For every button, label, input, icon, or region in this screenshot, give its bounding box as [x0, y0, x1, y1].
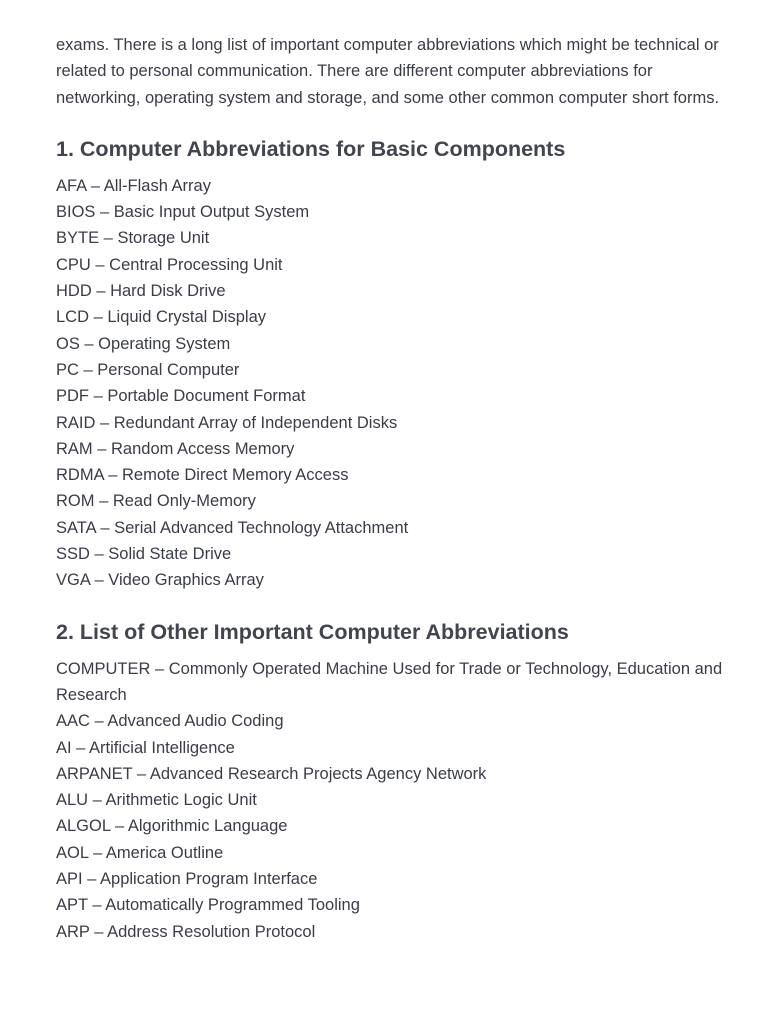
- section-basic-components: [56, 134, 726, 594]
- section-heading: 1. Computer Abbreviations for Basic Components: [56, 136, 566, 161]
- list-item: AI – Artificial Intelligence: [56, 738, 235, 757]
- list-item: AOL – America Outline: [56, 843, 224, 862]
- list-item: ALGOL – Algorithmic Language: [56, 817, 288, 836]
- list-item: AFA – All-Flash Array: [56, 176, 211, 195]
- list-item: BIOS – Basic Input Output System: [56, 203, 310, 222]
- list-item: PDF – Portable Document Format: [56, 387, 306, 406]
- list-item: CPU – Central Processing Unit: [56, 255, 283, 274]
- list-item: VGA – Video Graphics Array: [56, 571, 264, 590]
- list-item: SSD – Solid State Drive: [56, 545, 232, 564]
- list-item: COMPUTER – Commonly Operated Machine Used for Trade or Technology, Education and Research: [56, 659, 723, 704]
- list-item: AAC – Advanced Audio Coding: [56, 712, 284, 731]
- list-item: RAID – Redundant Array of Independent Disks: [56, 413, 398, 432]
- abbreviation-list: [56, 173, 726, 594]
- abbreviation-list: [56, 656, 726, 945]
- list-item: OS – Operating System: [56, 334, 231, 353]
- section-other-abbreviations: [56, 617, 726, 945]
- list-item: API – Application Program Interface: [56, 870, 318, 889]
- list-item: APT – Automatically Programmed Tooling: [56, 896, 360, 915]
- list-item: ROM – Read Only-Memory: [56, 492, 256, 511]
- list-item: ALU – Arithmetic Logic Unit: [56, 791, 257, 810]
- intro-paragraph: exams. There is a long list of important computer abbreviations which might be technical or related to personal communication. There are different computer abbreviations for networking, operating system and storage, and some other common computer short forms.: [56, 36, 720, 107]
- list-item: HDD – Hard Disk Drive: [56, 282, 226, 301]
- list-item: RDMA – Remote Direct Memory Access: [56, 466, 349, 485]
- section-heading: 2. List of Other Important Computer Abbreviations: [56, 619, 569, 644]
- list-item: ARPANET – Advanced Research Projects Agency Network: [56, 764, 487, 783]
- list-item: BYTE – Storage Unit: [56, 229, 210, 248]
- list-item: RAM – Random Access Memory: [56, 439, 295, 458]
- list-item: LCD – Liquid Crystal Display: [56, 308, 266, 327]
- list-item: PC – Personal Computer: [56, 360, 240, 379]
- list-item: ARP – Address Resolution Protocol: [56, 922, 316, 941]
- list-item: SATA – Serial Advanced Technology Attachment: [56, 518, 409, 537]
- article-body: [56, 32, 726, 945]
